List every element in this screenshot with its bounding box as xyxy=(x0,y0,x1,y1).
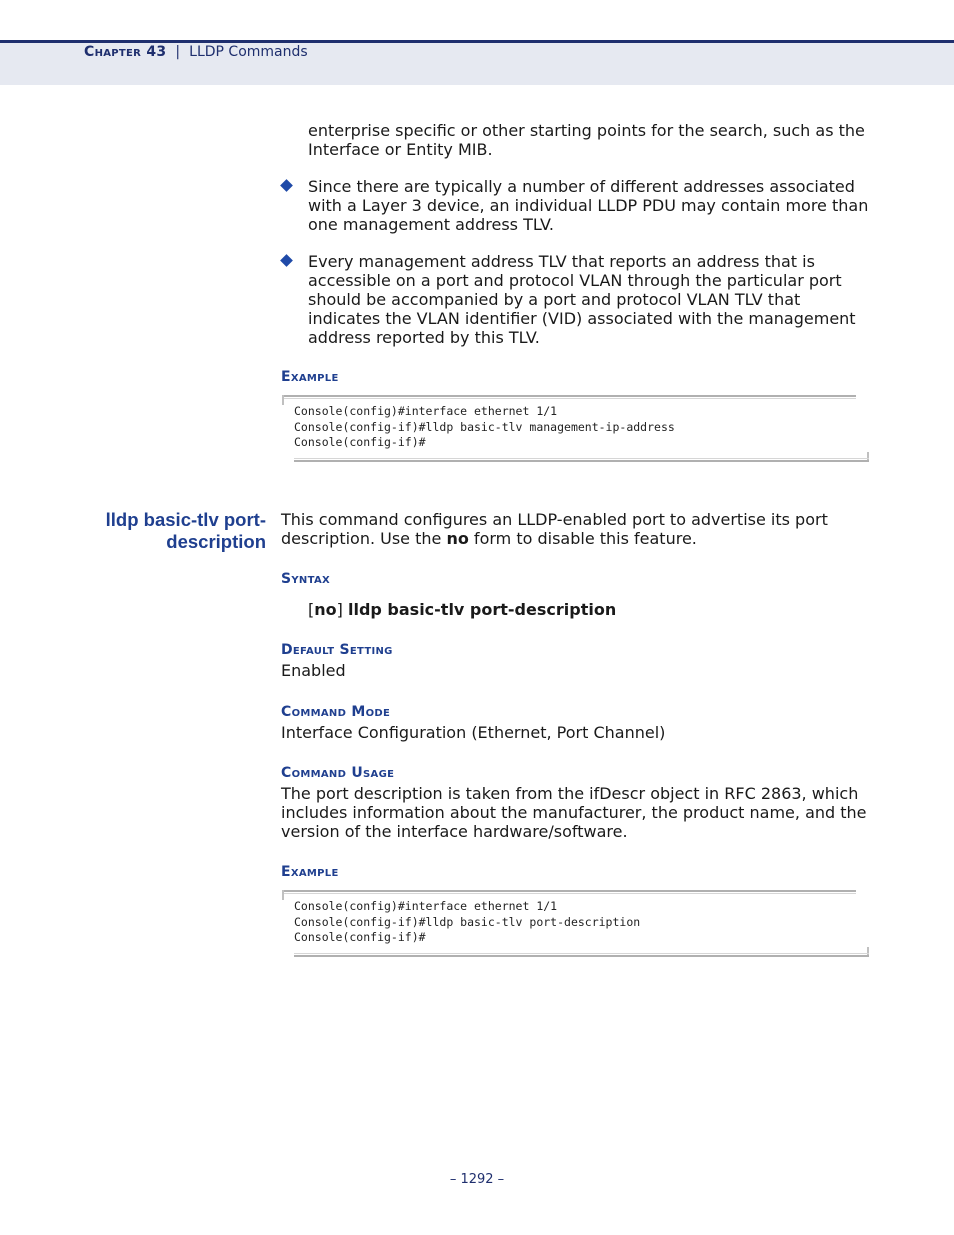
command-description xyxy=(281,510,841,548)
command-title-line: description xyxy=(166,531,266,552)
code-rule-tick xyxy=(282,890,284,900)
chapter-number: Chapter 43 xyxy=(84,44,167,60)
bullet-diamond-icon xyxy=(280,254,293,267)
code-rule-tick xyxy=(282,395,284,405)
bullet-item-1: Since there are typically a number of different addresses associated with a Layer 3 device, an individual LLDP PDU may contain more than one management address TLV. xyxy=(308,177,869,234)
bullet-diamond-icon xyxy=(280,179,293,192)
header-separator: | xyxy=(175,44,181,60)
code-block xyxy=(282,395,869,465)
description-text: form to disable this feature. xyxy=(468,529,697,548)
example-heading: Example xyxy=(281,864,339,880)
running-header xyxy=(84,44,308,60)
code-rule-bottom xyxy=(294,953,869,957)
bullet-item-2: Every management address TLV that reports an address that is accessible on a port and protocol VLAN through the particular port should be accompanied by a port and protocol VLAN TLV that indicates the VLAN identifier (VID) associated with the management address reported by this TLV. xyxy=(308,252,856,347)
code-line: Console(config)#interface ethernet 1/1 xyxy=(294,899,558,913)
code-rule-top xyxy=(282,890,856,894)
syntax-keyword: no xyxy=(314,600,337,619)
code-rule-top xyxy=(282,395,856,399)
code-line: Console(config-if)# xyxy=(294,930,426,944)
command-mode-value: Interface Configuration (Ethernet, Port Channel) xyxy=(281,723,666,742)
command-usage-text: The port description is taken from the ifDescr object in RFC 2863, which includes information about the manufacturer, the product name, and the version of the interface hardware/software. xyxy=(281,784,867,841)
default-setting-heading: Default Setting xyxy=(281,642,393,658)
page-number: – 1292 – xyxy=(449,1172,505,1187)
syntax-line xyxy=(308,600,616,619)
intro-continuation: enterprise specific or other starting points for the search, such as the Interface or Entity MIB. xyxy=(308,121,865,159)
syntax-command: lldp basic-tlv port-description xyxy=(347,600,617,619)
code-line: Console(config-if)#lldp basic-tlv port-description xyxy=(294,914,641,929)
example-heading: Example xyxy=(281,369,339,385)
syntax-heading: Syntax xyxy=(281,571,330,587)
syntax-bracket: ] xyxy=(336,600,348,619)
command-mode-heading: Command Mode xyxy=(281,704,391,720)
default-setting-value: Enabled xyxy=(281,661,346,680)
description-text: This command configures an LLDP-enabled port to advertise its port description. Use the xyxy=(281,510,828,548)
description-keyword: no xyxy=(446,529,469,548)
code-line: Console(config-if)# xyxy=(294,435,426,449)
command-usage-heading: Command Usage xyxy=(281,765,395,781)
command-title-line: lldp basic-tlv port- xyxy=(105,509,266,530)
code-block xyxy=(282,890,869,960)
chapter-title: LLDP Commands xyxy=(189,44,308,60)
syntax-bracket: [ xyxy=(308,600,315,619)
command-title xyxy=(106,509,266,553)
code-line: Console(config)#interface ethernet 1/1 xyxy=(294,404,558,418)
code-rule-bottom xyxy=(294,458,869,462)
code-line: Console(config-if)#lldp basic-tlv management-ip-address xyxy=(294,419,675,434)
